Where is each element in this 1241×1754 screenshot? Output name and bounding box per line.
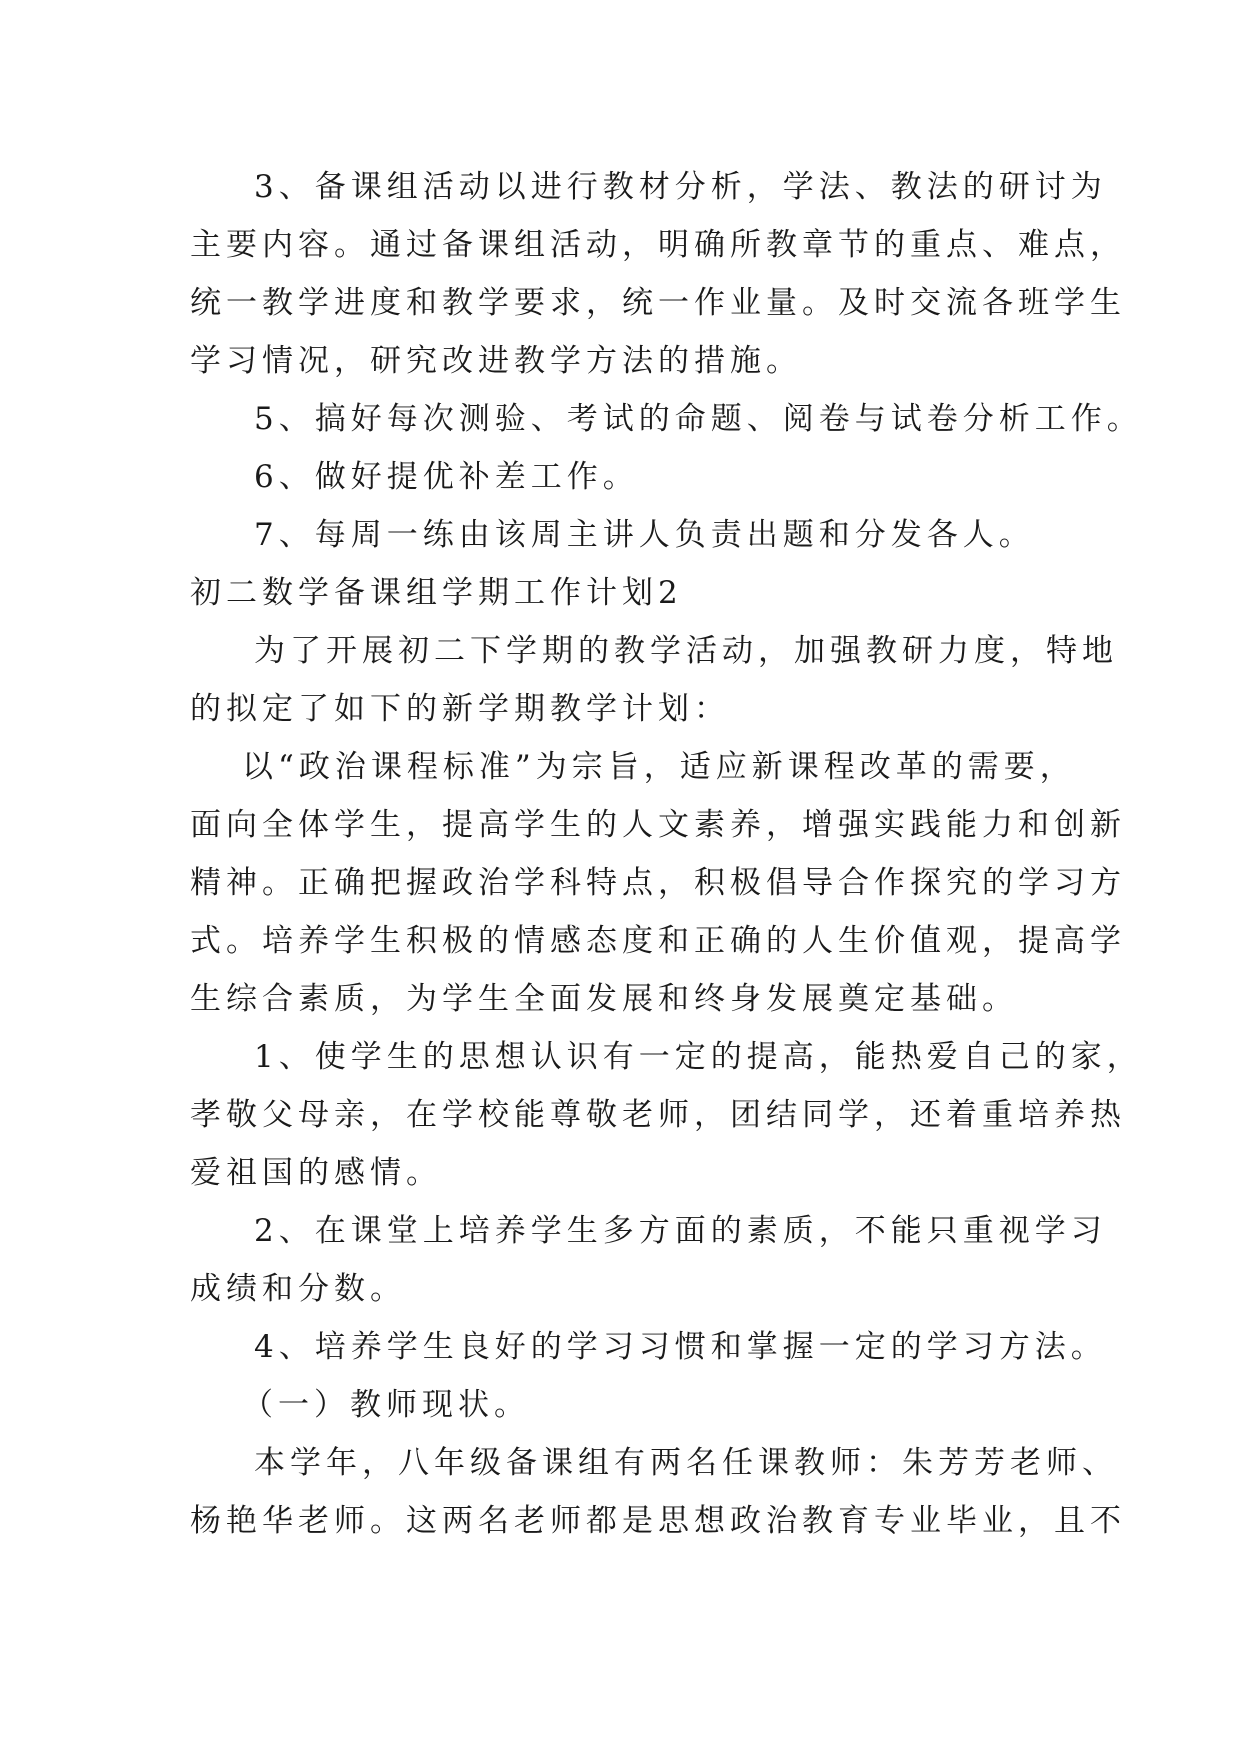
paragraph-line: 为了开展初二下学期的教学活动，加强教研力度，特地 — [254, 633, 1118, 669]
paragraph-line: 生综合素质，为学生全面发展和终身发展奠定基础。 — [190, 981, 1018, 1017]
paragraph-line: 主要内容。通过备课组活动，明确所教章节的重点、难点， — [190, 227, 1126, 263]
paragraph-line: 的拟定了如下的新学期教学计划： — [190, 691, 730, 727]
paragraph-line: 学习情况，研究改进教学方法的措施。 — [190, 343, 802, 379]
paragraph-line: 4、培养学生良好的学习习惯和掌握一定的学习方法。 — [254, 1329, 1107, 1365]
paragraph-line: 杨艳华老师。这两名老师都是思想政治教育专业毕业，且不 — [190, 1503, 1126, 1539]
paragraph-line: 成绩和分数。 — [190, 1271, 406, 1307]
subsection-heading: （一）教师现状。 — [242, 1387, 530, 1423]
paragraph-line: 式。培养学生积极的情感态度和正确的人生价值观，提高学 — [190, 923, 1126, 959]
paragraph-line: 孝敬父母亲，在学校能尊敬老师，团结同学，还着重培养热 — [190, 1097, 1126, 1133]
paragraph-line: 精神。正确把握政治学科特点，积极倡导合作探究的学习方 — [190, 865, 1126, 901]
paragraph-line: 本学年，八年级备课组有两名任课教师：朱芳芳老师、 — [254, 1445, 1118, 1481]
paragraph-line: 3、备课组活动以进行教材分析，学法、教法的研讨为 — [254, 169, 1107, 205]
paragraph-line: 2、在课堂上培养学生多方面的素质，不能只重视学习 — [254, 1213, 1107, 1249]
paragraph-line: 1、使学生的思想认识有一定的提高，能热爱自己的家， — [254, 1039, 1143, 1075]
paragraph-line: 面向全体学生，提高学生的人文素养，增强实践能力和创新 — [190, 807, 1126, 843]
paragraph-line: 爱祖国的感情。 — [190, 1155, 442, 1191]
section-heading: 初二数学备课组学期工作计划2 — [190, 575, 683, 611]
paragraph-line: 统一教学进度和教学要求，统一作业量。及时交流各班学生 — [190, 285, 1126, 321]
document-body — [190, 158, 1143, 1550]
paragraph-line: 6、做好提优补差工作。 — [254, 459, 639, 495]
paragraph-line: 以“政治课程标准”为宗旨，适应新课程改革的需要， — [242, 749, 1076, 785]
paragraph-line: 5、搞好每次测验、考试的命题、阅卷与试卷分析工作。 — [254, 401, 1143, 437]
paragraph-line: 7、每周一练由该周主讲人负责出题和分发各人。 — [254, 517, 1035, 553]
